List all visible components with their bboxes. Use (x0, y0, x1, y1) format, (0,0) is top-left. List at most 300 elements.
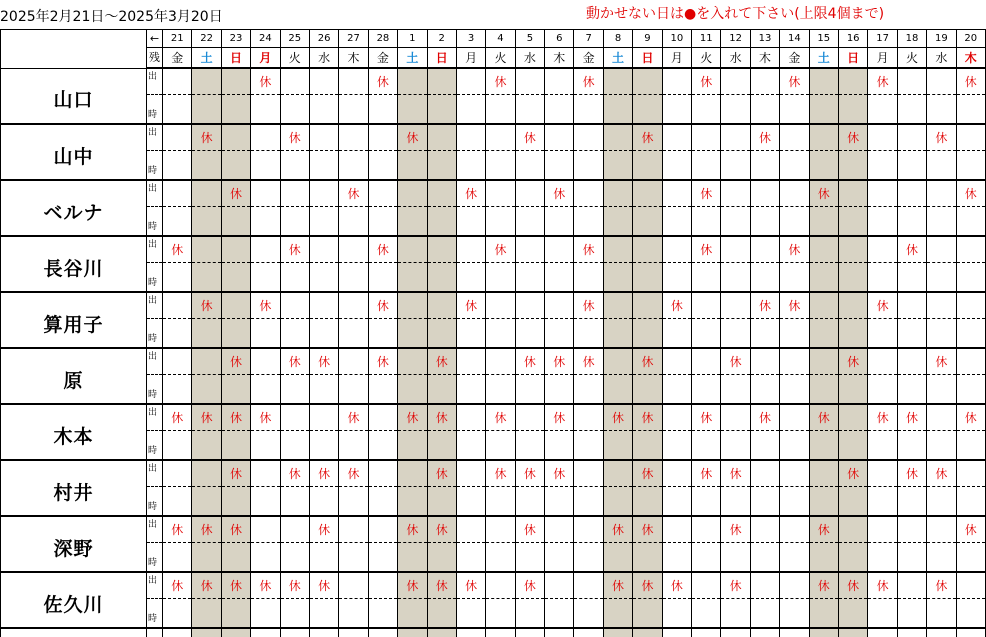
hours-cell[interactable] (192, 263, 221, 293)
schedule-cell[interactable] (398, 236, 427, 263)
schedule-cell[interactable] (750, 124, 779, 151)
hours-cell[interactable] (662, 263, 691, 293)
schedule-cell[interactable] (838, 628, 867, 637)
hours-cell[interactable] (456, 543, 485, 573)
hours-cell[interactable] (633, 599, 662, 629)
schedule-cell[interactable] (427, 628, 456, 637)
schedule-cell[interactable] (603, 124, 632, 151)
schedule-cell[interactable] (838, 516, 867, 543)
schedule-cell[interactable] (309, 572, 338, 599)
schedule-cell[interactable] (515, 68, 544, 95)
hours-cell[interactable] (456, 207, 485, 237)
schedule-cell[interactable] (897, 628, 926, 637)
schedule-cell[interactable] (838, 180, 867, 207)
schedule-cell[interactable] (956, 348, 985, 375)
schedule-cell[interactable] (486, 292, 515, 319)
hours-cell[interactable] (339, 319, 368, 349)
hours-cell[interactable] (603, 319, 632, 349)
hours-cell[interactable] (603, 95, 632, 125)
schedule-cell[interactable] (456, 460, 485, 487)
schedule-cell[interactable] (280, 124, 309, 151)
schedule-cell[interactable] (662, 628, 691, 637)
hours-cell[interactable] (956, 207, 985, 237)
schedule-cell[interactable] (721, 348, 750, 375)
schedule-cell[interactable] (927, 180, 956, 207)
schedule-cell[interactable] (192, 516, 221, 543)
hours-cell[interactable] (662, 319, 691, 349)
hours-cell[interactable] (398, 599, 427, 629)
schedule-cell[interactable] (956, 404, 985, 431)
hours-cell[interactable] (927, 431, 956, 461)
schedule-cell[interactable] (897, 572, 926, 599)
hours-cell[interactable] (163, 487, 192, 517)
schedule-cell[interactable] (515, 460, 544, 487)
schedule-cell[interactable] (956, 68, 985, 95)
hours-cell[interactable] (398, 207, 427, 237)
hours-cell[interactable] (603, 431, 632, 461)
schedule-cell[interactable] (368, 348, 397, 375)
hours-cell[interactable] (809, 95, 838, 125)
hours-cell[interactable] (868, 599, 897, 629)
schedule-cell[interactable] (897, 68, 926, 95)
hours-cell[interactable] (897, 319, 926, 349)
hours-cell[interactable] (486, 319, 515, 349)
hours-cell[interactable] (662, 543, 691, 573)
hours-cell[interactable] (339, 263, 368, 293)
schedule-cell[interactable] (838, 124, 867, 151)
schedule-cell[interactable] (721, 236, 750, 263)
schedule-cell[interactable] (838, 348, 867, 375)
schedule-cell[interactable] (868, 516, 897, 543)
schedule-cell[interactable] (809, 516, 838, 543)
hours-cell[interactable] (721, 599, 750, 629)
hours-cell[interactable] (956, 263, 985, 293)
schedule-cell[interactable] (515, 348, 544, 375)
schedule-cell[interactable] (456, 404, 485, 431)
hours-cell[interactable] (750, 151, 779, 181)
schedule-cell[interactable] (339, 180, 368, 207)
schedule-cell[interactable] (927, 572, 956, 599)
hours-cell[interactable] (545, 599, 574, 629)
hours-cell[interactable] (280, 263, 309, 293)
schedule-cell[interactable] (280, 628, 309, 637)
hours-cell[interactable] (927, 151, 956, 181)
hours-cell[interactable] (897, 487, 926, 517)
schedule-cell[interactable] (515, 236, 544, 263)
hours-cell[interactable] (750, 599, 779, 629)
hours-cell[interactable] (750, 487, 779, 517)
schedule-cell[interactable] (692, 516, 721, 543)
schedule-cell[interactable] (809, 404, 838, 431)
hours-cell[interactable] (838, 207, 867, 237)
schedule-cell[interactable] (692, 68, 721, 95)
hours-cell[interactable] (251, 375, 280, 405)
hours-cell[interactable] (721, 543, 750, 573)
hours-cell[interactable] (809, 599, 838, 629)
hours-cell[interactable] (662, 375, 691, 405)
schedule-cell[interactable] (486, 404, 515, 431)
schedule-cell[interactable] (163, 292, 192, 319)
schedule-cell[interactable] (545, 460, 574, 487)
schedule-cell[interactable] (868, 460, 897, 487)
schedule-cell[interactable] (163, 572, 192, 599)
schedule-cell[interactable] (692, 460, 721, 487)
schedule-cell[interactable] (309, 404, 338, 431)
schedule-cell[interactable] (809, 180, 838, 207)
hours-cell[interactable] (221, 263, 250, 293)
schedule-cell[interactable] (780, 68, 809, 95)
hours-cell[interactable] (868, 263, 897, 293)
schedule-cell[interactable] (251, 516, 280, 543)
schedule-cell[interactable] (192, 68, 221, 95)
schedule-cell[interactable] (633, 572, 662, 599)
schedule-cell[interactable] (809, 572, 838, 599)
schedule-cell[interactable] (221, 516, 250, 543)
schedule-cell[interactable] (956, 572, 985, 599)
hours-cell[interactable] (780, 431, 809, 461)
hours-cell[interactable] (515, 487, 544, 517)
hours-cell[interactable] (309, 543, 338, 573)
hours-cell[interactable] (486, 431, 515, 461)
hours-cell[interactable] (927, 487, 956, 517)
hours-cell[interactable] (280, 599, 309, 629)
schedule-cell[interactable] (486, 180, 515, 207)
schedule-cell[interactable] (662, 292, 691, 319)
schedule-cell[interactable] (809, 348, 838, 375)
hours-cell[interactable] (251, 207, 280, 237)
hours-cell[interactable] (868, 431, 897, 461)
schedule-cell[interactable] (809, 124, 838, 151)
hours-cell[interactable] (221, 599, 250, 629)
schedule-cell[interactable] (692, 572, 721, 599)
schedule-cell[interactable] (486, 348, 515, 375)
schedule-cell[interactable] (163, 236, 192, 263)
hours-cell[interactable] (927, 95, 956, 125)
hours-cell[interactable] (897, 431, 926, 461)
schedule-cell[interactable] (780, 180, 809, 207)
hours-cell[interactable] (927, 599, 956, 629)
schedule-cell[interactable] (427, 292, 456, 319)
hours-cell[interactable] (368, 319, 397, 349)
schedule-cell[interactable] (280, 68, 309, 95)
hours-cell[interactable] (456, 487, 485, 517)
hours-cell[interactable] (838, 431, 867, 461)
hours-cell[interactable] (692, 263, 721, 293)
schedule-cell[interactable] (486, 124, 515, 151)
schedule-cell[interactable] (692, 628, 721, 637)
schedule-cell[interactable] (280, 460, 309, 487)
hours-cell[interactable] (163, 95, 192, 125)
schedule-cell[interactable] (574, 292, 603, 319)
hours-cell[interactable] (545, 375, 574, 405)
schedule-cell[interactable] (603, 348, 632, 375)
hours-cell[interactable] (280, 207, 309, 237)
hours-cell[interactable] (368, 151, 397, 181)
schedule-cell[interactable] (398, 124, 427, 151)
hours-cell[interactable] (721, 319, 750, 349)
schedule-cell[interactable] (868, 124, 897, 151)
hours-cell[interactable] (868, 151, 897, 181)
hours-cell[interactable] (398, 431, 427, 461)
hours-cell[interactable] (956, 543, 985, 573)
schedule-cell[interactable] (545, 236, 574, 263)
hours-cell[interactable] (221, 375, 250, 405)
schedule-cell[interactable] (515, 572, 544, 599)
schedule-cell[interactable] (368, 572, 397, 599)
hours-cell[interactable] (897, 375, 926, 405)
schedule-cell[interactable] (368, 628, 397, 637)
hours-cell[interactable] (163, 263, 192, 293)
hours-cell[interactable] (192, 319, 221, 349)
hours-cell[interactable] (339, 95, 368, 125)
hours-cell[interactable] (251, 319, 280, 349)
hours-cell[interactable] (868, 319, 897, 349)
hours-cell[interactable] (427, 319, 456, 349)
schedule-cell[interactable] (280, 348, 309, 375)
hours-cell[interactable] (398, 319, 427, 349)
schedule-cell[interactable] (780, 516, 809, 543)
schedule-cell[interactable] (868, 180, 897, 207)
hours-cell[interactable] (456, 375, 485, 405)
hours-cell[interactable] (427, 487, 456, 517)
hours-cell[interactable] (750, 543, 779, 573)
hours-cell[interactable] (339, 151, 368, 181)
schedule-cell[interactable] (897, 348, 926, 375)
schedule-cell[interactable] (838, 404, 867, 431)
hours-cell[interactable] (838, 319, 867, 349)
schedule-cell[interactable] (398, 516, 427, 543)
schedule-cell[interactable] (486, 460, 515, 487)
schedule-cell[interactable] (163, 460, 192, 487)
hours-cell[interactable] (574, 431, 603, 461)
schedule-cell[interactable] (163, 68, 192, 95)
hours-cell[interactable] (603, 207, 632, 237)
schedule-cell[interactable] (368, 236, 397, 263)
hours-cell[interactable] (809, 487, 838, 517)
schedule-cell[interactable] (721, 460, 750, 487)
schedule-cell[interactable] (368, 460, 397, 487)
schedule-cell[interactable] (427, 348, 456, 375)
hours-cell[interactable] (838, 375, 867, 405)
schedule-cell[interactable] (956, 516, 985, 543)
schedule-cell[interactable] (280, 516, 309, 543)
hours-cell[interactable] (486, 151, 515, 181)
schedule-cell[interactable] (545, 292, 574, 319)
schedule-cell[interactable] (809, 292, 838, 319)
schedule-cell[interactable] (868, 404, 897, 431)
schedule-cell[interactable] (515, 180, 544, 207)
schedule-cell[interactable] (515, 516, 544, 543)
hours-cell[interactable] (309, 319, 338, 349)
schedule-cell[interactable] (545, 124, 574, 151)
hours-cell[interactable] (427, 151, 456, 181)
hours-cell[interactable] (280, 151, 309, 181)
schedule-cell[interactable] (721, 404, 750, 431)
schedule-cell[interactable] (897, 124, 926, 151)
hours-cell[interactable] (398, 151, 427, 181)
schedule-cell[interactable] (515, 628, 544, 637)
schedule-cell[interactable] (633, 180, 662, 207)
hours-cell[interactable] (574, 375, 603, 405)
hours-cell[interactable] (515, 319, 544, 349)
schedule-cell[interactable] (251, 124, 280, 151)
schedule-cell[interactable] (515, 124, 544, 151)
hours-cell[interactable] (780, 487, 809, 517)
schedule-cell[interactable] (633, 236, 662, 263)
hours-cell[interactable] (809, 431, 838, 461)
schedule-cell[interactable] (603, 516, 632, 543)
schedule-cell[interactable] (309, 516, 338, 543)
schedule-cell[interactable] (221, 292, 250, 319)
schedule-cell[interactable] (251, 404, 280, 431)
hours-cell[interactable] (545, 95, 574, 125)
schedule-cell[interactable] (927, 348, 956, 375)
schedule-cell[interactable] (192, 572, 221, 599)
schedule-cell[interactable] (221, 68, 250, 95)
schedule-cell[interactable] (192, 404, 221, 431)
schedule-cell[interactable] (163, 180, 192, 207)
schedule-cell[interactable] (339, 348, 368, 375)
hours-cell[interactable] (221, 95, 250, 125)
hours-cell[interactable] (838, 151, 867, 181)
schedule-cell[interactable] (398, 404, 427, 431)
schedule-cell[interactable] (662, 68, 691, 95)
schedule-cell[interactable] (427, 460, 456, 487)
hours-cell[interactable] (721, 375, 750, 405)
hours-cell[interactable] (456, 431, 485, 461)
hours-cell[interactable] (780, 375, 809, 405)
schedule-cell[interactable] (545, 628, 574, 637)
schedule-cell[interactable] (427, 124, 456, 151)
hours-cell[interactable] (251, 599, 280, 629)
hours-cell[interactable] (662, 599, 691, 629)
hours-cell[interactable] (927, 543, 956, 573)
schedule-cell[interactable] (956, 124, 985, 151)
schedule-cell[interactable] (633, 348, 662, 375)
schedule-cell[interactable] (721, 572, 750, 599)
schedule-cell[interactable] (927, 628, 956, 637)
hours-cell[interactable] (780, 95, 809, 125)
schedule-cell[interactable] (574, 460, 603, 487)
hours-cell[interactable] (515, 375, 544, 405)
hours-cell[interactable] (780, 263, 809, 293)
schedule-cell[interactable] (838, 572, 867, 599)
schedule-cell[interactable] (633, 292, 662, 319)
hours-cell[interactable] (515, 263, 544, 293)
hours-cell[interactable] (398, 487, 427, 517)
hours-cell[interactable] (868, 543, 897, 573)
schedule-cell[interactable] (456, 516, 485, 543)
hours-cell[interactable] (574, 263, 603, 293)
schedule-cell[interactable] (721, 516, 750, 543)
hours-cell[interactable] (545, 151, 574, 181)
schedule-cell[interactable] (750, 628, 779, 637)
hours-cell[interactable] (956, 599, 985, 629)
schedule-cell[interactable] (280, 292, 309, 319)
schedule-cell[interactable] (868, 348, 897, 375)
schedule-cell[interactable] (838, 292, 867, 319)
hours-cell[interactable] (339, 431, 368, 461)
hours-cell[interactable] (750, 375, 779, 405)
schedule-cell[interactable] (368, 180, 397, 207)
schedule-cell[interactable] (251, 572, 280, 599)
schedule-cell[interactable] (456, 124, 485, 151)
hours-cell[interactable] (838, 263, 867, 293)
schedule-cell[interactable] (251, 68, 280, 95)
schedule-cell[interactable] (692, 180, 721, 207)
schedule-cell[interactable] (368, 516, 397, 543)
hours-cell[interactable] (692, 319, 721, 349)
hours-cell[interactable] (339, 543, 368, 573)
hours-cell[interactable] (368, 207, 397, 237)
schedule-cell[interactable] (809, 236, 838, 263)
schedule-cell[interactable] (897, 180, 926, 207)
hours-cell[interactable] (868, 207, 897, 237)
hours-cell[interactable] (956, 431, 985, 461)
schedule-cell[interactable] (868, 628, 897, 637)
hours-cell[interactable] (809, 263, 838, 293)
schedule-cell[interactable] (192, 292, 221, 319)
schedule-cell[interactable] (692, 292, 721, 319)
schedule-cell[interactable] (221, 124, 250, 151)
hours-cell[interactable] (633, 95, 662, 125)
hours-cell[interactable] (339, 599, 368, 629)
schedule-cell[interactable] (339, 516, 368, 543)
schedule-cell[interactable] (192, 124, 221, 151)
schedule-cell[interactable] (456, 628, 485, 637)
schedule-cell[interactable] (780, 572, 809, 599)
schedule-cell[interactable] (897, 292, 926, 319)
schedule-cell[interactable] (603, 180, 632, 207)
hours-cell[interactable] (897, 95, 926, 125)
schedule-cell[interactable] (603, 292, 632, 319)
hours-cell[interactable] (221, 487, 250, 517)
schedule-cell[interactable] (251, 628, 280, 637)
schedule-cell[interactable] (221, 460, 250, 487)
schedule-cell[interactable] (574, 180, 603, 207)
hours-cell[interactable] (280, 375, 309, 405)
schedule-cell[interactable] (927, 404, 956, 431)
schedule-cell[interactable] (927, 68, 956, 95)
hours-cell[interactable] (221, 207, 250, 237)
schedule-cell[interactable] (662, 348, 691, 375)
schedule-cell[interactable] (809, 628, 838, 637)
schedule-cell[interactable] (398, 460, 427, 487)
schedule-cell[interactable] (662, 572, 691, 599)
schedule-cell[interactable] (574, 516, 603, 543)
schedule-cell[interactable] (780, 404, 809, 431)
schedule-cell[interactable] (603, 236, 632, 263)
schedule-cell[interactable] (486, 236, 515, 263)
schedule-cell[interactable] (956, 628, 985, 637)
schedule-cell[interactable] (427, 68, 456, 95)
hours-cell[interactable] (251, 543, 280, 573)
hours-cell[interactable] (633, 151, 662, 181)
hours-cell[interactable] (545, 487, 574, 517)
schedule-cell[interactable] (309, 124, 338, 151)
hours-cell[interactable] (956, 487, 985, 517)
schedule-cell[interactable] (809, 68, 838, 95)
schedule-cell[interactable] (339, 460, 368, 487)
hours-cell[interactable] (721, 431, 750, 461)
schedule-cell[interactable] (251, 180, 280, 207)
hours-cell[interactable] (486, 95, 515, 125)
schedule-cell[interactable] (427, 516, 456, 543)
hours-cell[interactable] (251, 487, 280, 517)
hours-cell[interactable] (221, 431, 250, 461)
hours-cell[interactable] (163, 431, 192, 461)
hours-cell[interactable] (868, 375, 897, 405)
